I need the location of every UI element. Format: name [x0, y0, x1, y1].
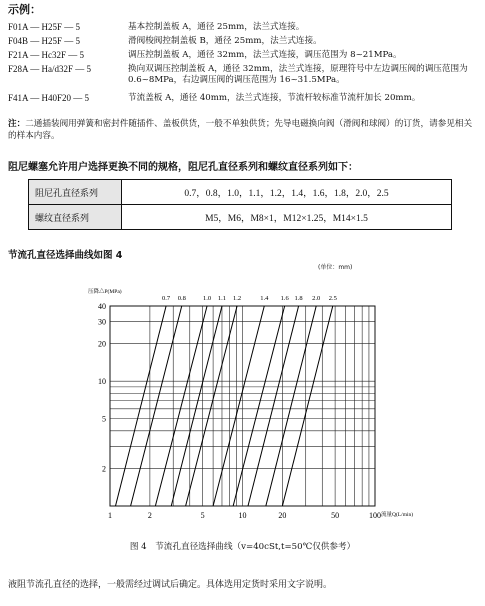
x-tick-label: 5	[200, 511, 205, 520]
x-tick-label: 10	[238, 511, 247, 520]
series-line	[213, 306, 264, 506]
curve-section-title: 节流孔直径选择曲线如图 4	[8, 250, 123, 261]
example-desc: 节流盖板 A，通径 40mm，法兰式连接，节流杆较标准节流杆加长 20mm。	[128, 93, 421, 103]
unit-label: (单位：mm)	[318, 264, 353, 271]
x-tick-label: 1	[108, 511, 112, 520]
x-tick-label: 50	[331, 511, 340, 520]
x-axis-label: 流量Q(L/min)	[381, 512, 414, 518]
spec-label: 螺纹直径系列	[29, 205, 122, 230]
example-code: F28A — Ha/d32F — 5	[8, 64, 92, 74]
spec-value: M5，M6，M8×1，M12×1.25，M14×1.5	[122, 205, 452, 230]
series-label: 2.5	[328, 295, 337, 302]
spec-label: 阻尼孔直径系列	[29, 180, 122, 205]
series-label: 0.8	[177, 295, 186, 302]
figure-caption: 图 4 节流孔直径选择曲线（v=40cSt,t=50℃仅供参考）	[129, 542, 356, 552]
series-label: 0.7	[162, 295, 171, 302]
series-line	[155, 306, 207, 506]
series-label: 1.8	[294, 295, 303, 302]
example-heading: 示例：	[8, 3, 41, 16]
example-list	[8, 22, 478, 114]
spec-table	[28, 179, 452, 230]
table-row	[29, 180, 452, 205]
series-label: 1.1	[217, 295, 227, 302]
series-line	[115, 306, 166, 506]
example-code: F21A — Hc32F — 5	[8, 50, 85, 60]
y-tick-label: 2	[102, 464, 106, 474]
series-label: 1.0	[202, 295, 212, 302]
series-line	[282, 306, 332, 506]
y-tick-label: 40	[98, 302, 106, 311]
y-tick-label: 30	[98, 317, 106, 327]
series-label: 1.6	[280, 295, 289, 302]
series-label: 1.4	[260, 295, 269, 302]
series-label: 2.0	[312, 295, 321, 302]
y-tick-label: 10	[98, 377, 106, 387]
example-desc: 基本控制盖板 A，通径 25mm，法兰式连接。	[128, 22, 305, 32]
y-tick-label: 5	[102, 414, 106, 424]
series-line	[233, 306, 284, 506]
x-tick-label: 2	[147, 511, 152, 520]
example-desc: 换向双调压控制盖板 A，通径 32mm，法兰式连接，原理符号中左边调压阀的调压范围为 0.6~8MPa，右边调压阀的调压范围为 16~31.5MPa。	[128, 64, 468, 85]
example-desc: 调压控制盖板 A，通径 32mm，法兰式连接，调压范围为 8~21MPa。	[128, 50, 402, 60]
note-label: 注：	[8, 119, 26, 129]
y-axis-label: 压降△P(MPa)	[88, 289, 122, 295]
orifice-section-title: 阻尼螺塞允许用户选择更换不同的规格，阻尼孔直径系列和螺纹直径系列如下：	[8, 162, 358, 173]
note-text: 二通插装阀用弹簧和密封件随插件、盖板供货，一般不单独供货；先导电磁换向阀（滑阀和球阀）的订货，请参见相关的样本内容。	[8, 119, 473, 141]
example-code: F01A — H25F — 5	[8, 22, 81, 32]
y-tick-label: 20	[98, 339, 106, 349]
spec-value: 0.7，0.8，1.0，1.1，1.2，1.4，1.6，1.8，2.0，2.5	[122, 180, 452, 205]
series-line	[131, 306, 182, 506]
example-desc: 滑阀梭阀控制盖板 B，通径 25mm，法兰式连接。	[128, 36, 322, 46]
example-code: F41A — H40F20 — 5	[8, 93, 90, 103]
series-line	[171, 306, 222, 506]
example-code: F04B — H25F — 5	[8, 36, 81, 46]
supply-note	[8, 118, 478, 142]
series-line	[186, 306, 237, 506]
orifice-selection-chart	[0, 276, 485, 531]
x-tick-label: 20	[278, 511, 287, 520]
footer-text: 液阻节流孔直径的选择，一般需经过调试后确定。具体选用定货时采用文字说明。	[8, 580, 333, 590]
series-label: 1.2	[233, 295, 242, 302]
table-row	[29, 205, 452, 230]
x-tick-label: 100	[369, 511, 381, 520]
